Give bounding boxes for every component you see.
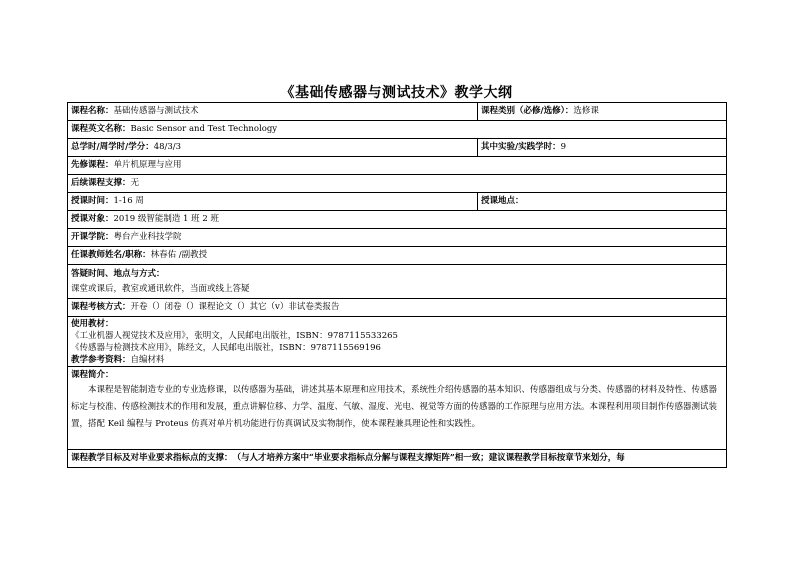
teacher-label: 任课教师姓名/职称：: [71, 249, 151, 260]
row-teacher: [68, 247, 726, 265]
teaching-time-value: 1-16 周: [113, 195, 144, 206]
row-qa: [68, 265, 726, 299]
row-followup: [68, 175, 726, 193]
hours-cell: [68, 139, 478, 156]
audience-value: 2019 级智能制造 1 班 2 班: [113, 213, 219, 224]
teacher-cell: [68, 247, 726, 264]
qa-label: 答疑时间、地点与方式：: [71, 269, 165, 279]
course-name-value: 基础传感器与测试技术: [113, 105, 199, 116]
teaching-place-label: 授课地点：: [481, 195, 524, 206]
lab-hours-cell: [478, 139, 726, 156]
objectives-cell: [68, 450, 726, 468]
teaching-time-label: 授课时间：: [71, 195, 114, 206]
textbook-line-2: 《传感器与检测技术应用》，陈经文，人民邮电出版社，ISBN：9787115569196: [71, 342, 381, 353]
row-course-name: [68, 103, 726, 121]
references-line: [71, 354, 723, 366]
hours-value: 48/3/3: [153, 141, 182, 152]
followup-cell: [68, 175, 726, 192]
row-audience: [68, 211, 726, 229]
audience-label: 授课对象：: [71, 213, 114, 224]
page-title: 《基础传感器与测试技术》教学大纲: [280, 85, 513, 101]
textbook-cell: [68, 317, 726, 366]
qa-cell: [68, 265, 726, 298]
row-intro: [68, 367, 726, 450]
lab-hours-value: 9: [560, 141, 567, 152]
qa-value: 课堂或课后，教室或通讯软件，当面或线上答疑: [71, 284, 250, 294]
assessment-label: 课程考核方式：: [71, 301, 131, 312]
row-prerequisite: [68, 157, 726, 175]
prerequisite-value: 单片机原理与应用: [113, 159, 182, 170]
followup-label: 后续课程支撑：: [71, 177, 131, 188]
textbook-line-1: 《工业机器人视觉技术及应用》，张明文，人民邮电出版社，ISBN：9787115533265: [71, 330, 398, 341]
assessment-cell: [68, 299, 726, 316]
school-label: 开课学院：: [71, 231, 114, 242]
english-name-value: Basic Sensor and Test Technology: [130, 123, 278, 134]
intro-paragraph: 本课程是智能制造专业的专业选修课，以传感器为基础，讲述其基本原理和应用技术，系统性介绍传感器的基本知识、传感器组成与分类、传感器的材料及特性、传感器标定与校准、传感检测技术的作用和发展，重点讲解位移、力学、温度、气敏、湿度、光电、视觉等方面的传感器的工作原理与应用方法。本课程利用项目制作传感器测试装置，搭配 Keil 编程与 Proteus 仿真对单片机功能进行仿真调试及实物制作，使本课程兼具理论性和实践性。: [71, 384, 718, 429]
course-category-label: 课程类别（必修/选修）：: [481, 105, 574, 116]
row-textbook: [68, 317, 726, 367]
intro-label: 课程简介：: [71, 369, 114, 380]
row-school: [68, 229, 726, 247]
followup-value: 无: [130, 177, 140, 188]
course-category-value: 选修课: [573, 105, 599, 116]
prerequisite-cell: [68, 157, 726, 174]
prerequisite-label: 先修课程：: [71, 159, 114, 170]
school-cell: [68, 229, 726, 246]
hours-label: 总学时/周学时/学分：: [71, 141, 154, 152]
intro-cell: [68, 367, 726, 449]
row-teaching-time: [68, 193, 726, 211]
course-category-cell: [478, 103, 726, 120]
objectives-value: （与人才培养方案中“毕业要求指标点分解与课程支撑矩阵”相一致；建议课程教学目标按章节来划分，每: [232, 452, 625, 463]
school-value: 粤台产业科技学院: [113, 231, 182, 242]
row-assessment: [68, 299, 726, 317]
english-name-label: 课程英文名称：: [71, 123, 131, 134]
audience-cell: [68, 211, 726, 228]
english-name-cell: [68, 121, 726, 138]
row-objectives: [68, 450, 726, 468]
textbook-label: 使用教材：: [71, 318, 114, 329]
references-label: 教学参考资料：: [71, 354, 131, 365]
assessment-value: 开卷（）闭卷（）课程论文（）其它（v）非试卷类报告: [130, 301, 340, 312]
row-english-name: [68, 121, 726, 139]
row-hours: [68, 139, 726, 157]
references-value: 自编材料: [130, 354, 165, 365]
teaching-time-cell: [68, 193, 478, 210]
lab-hours-label: 其中实验/实践学时：: [481, 141, 561, 152]
teacher-value: 林春佑 /副教授: [150, 249, 208, 260]
teaching-place-cell: [478, 193, 726, 210]
course-name-label: 课程名称：: [71, 105, 114, 116]
course-name-cell: [68, 103, 478, 120]
syllabus-table: [67, 102, 727, 468]
objectives-label: 课程教学目标及对毕业要求指标点的支撑：: [71, 452, 233, 463]
